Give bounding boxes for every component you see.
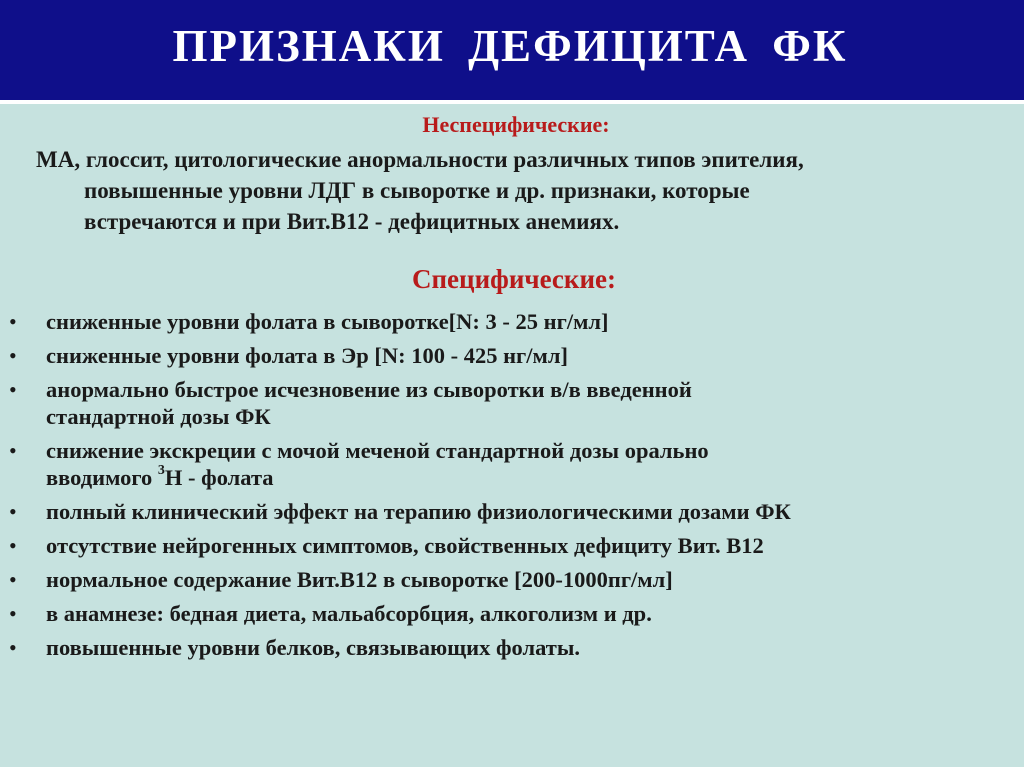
bullet-icon: • <box>9 309 17 334</box>
criterion-text: полный клинический эффект на терапию физиологическими дозами ФК <box>46 499 791 524</box>
criterion-serum-folate <box>0 308 1024 335</box>
criterion-rbc-folate <box>0 342 1024 369</box>
nonspecific-line: повышенные уровни ЛДГ в сыворотке и др. признаки, которые <box>84 178 750 203</box>
criterion-text: в анамнезе: бедная диета, мальабсорбция, алкоголизм и др. <box>46 601 652 626</box>
criterion-text: нормальное содержание Вит.В12 в сыворотке [200-1000пг/мл] <box>46 567 673 592</box>
criterion-clinical-effect <box>0 498 1024 525</box>
bullet-icon: • <box>9 567 17 592</box>
nonspecific-line: встречаются и при Вит.В12 - дефицитных анемиях. <box>84 209 620 234</box>
nonspecific-text <box>36 144 1006 237</box>
criterion-text-part: вводимого <box>46 465 158 490</box>
nonspecific-heading: Неспецифические: <box>422 112 610 137</box>
criterion-text: повышенные уровни белков, связывающих фолаты. <box>46 635 581 660</box>
bullet-icon: • <box>9 343 17 368</box>
criterion-text-part: Н - фолата <box>164 465 274 490</box>
bullet-icon: • <box>9 533 17 558</box>
criterion-no-neuro-symptoms <box>0 532 1024 559</box>
criterion-text: стандартной дозы ФК <box>46 404 271 429</box>
title-bar <box>0 0 1024 100</box>
criterion-text: анормально быстрое исчезновение из сыворотки в/в введенной <box>46 377 692 402</box>
criterion-rapid-clearance <box>0 376 1024 430</box>
criterion-anamnesis <box>0 600 1024 627</box>
isotope-superscript: 3 <box>157 462 165 478</box>
nonspecific-line: МА, глоссит, цитологические анормальности различных типов эпителия, <box>36 147 804 172</box>
bullet-icon: • <box>9 635 17 660</box>
slide-content <box>0 104 1024 767</box>
criterion-urinary-excretion <box>0 437 1024 491</box>
criterion-text: сниженные уровни фолата в сыворотке[N: 3 - 25 нг/мл] <box>46 309 609 334</box>
bullet-icon: • <box>9 601 17 626</box>
criterion-binding-proteins <box>0 634 1024 661</box>
specific-heading: Специфические: <box>411 264 616 294</box>
criterion-normal-b12 <box>0 566 1024 593</box>
criterion-text: сниженные уровни фолата в Эр [N: 100 - 425 нг/мл] <box>46 343 568 368</box>
criterion-text: отсутствие нейрогенных симптомов, свойственных дефициту Вит. В12 <box>46 533 764 558</box>
bullet-icon: • <box>9 377 17 402</box>
bullet-icon: • <box>9 499 17 524</box>
criterion-text: снижение экскреции с мочой меченой стандартной дозы орально <box>46 438 709 463</box>
bullet-icon: • <box>9 438 17 463</box>
criterion-text-with-superscript <box>46 464 1024 491</box>
specific-criteria-list <box>0 308 1024 668</box>
slide-title: ПРИЗНАКИ ДЕФИЦИТА ФК <box>172 21 848 71</box>
